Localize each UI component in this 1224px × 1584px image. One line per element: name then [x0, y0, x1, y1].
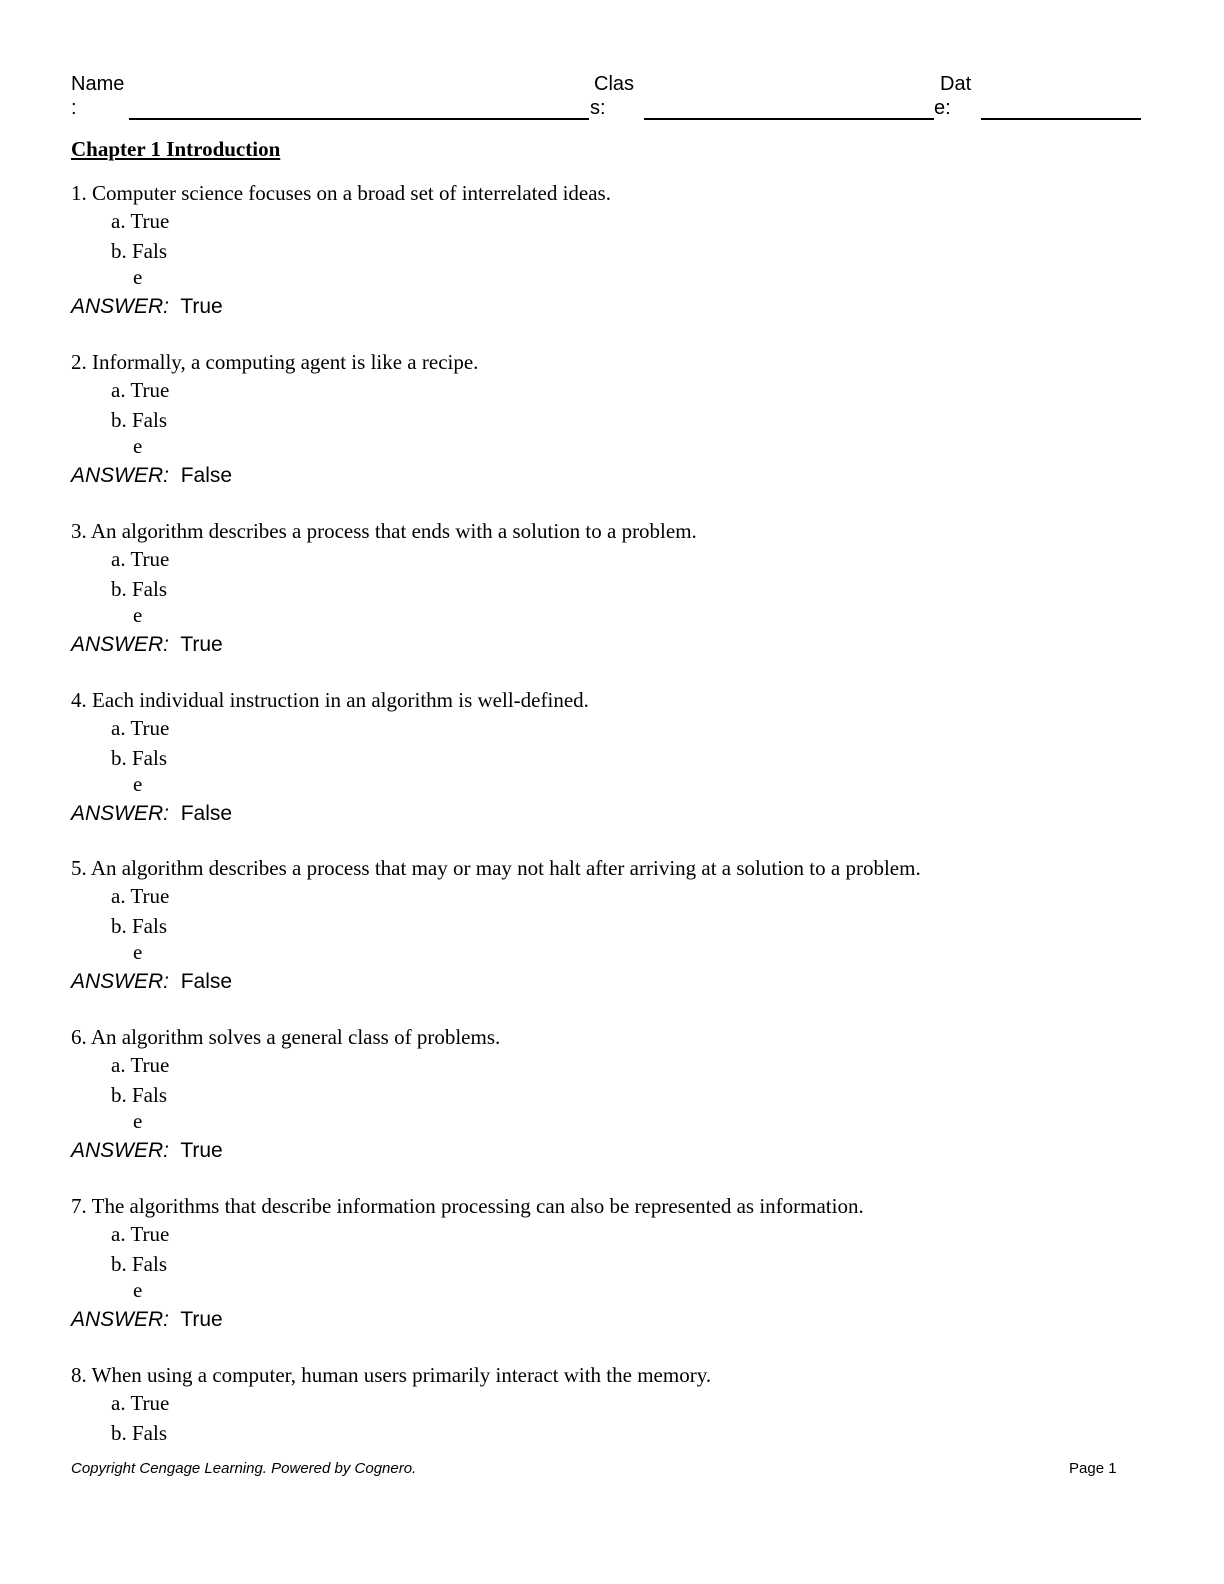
option-false-label: b. Fals — [111, 1252, 168, 1276]
question-item — [71, 349, 1171, 489]
date-label: Dat — [940, 73, 972, 95]
question-text: 1. Computer science focuses on a broad set of interrelated ideas. — [71, 181, 611, 205]
question-text: 8. When using a computer, human users primarily interact with the memory. — [71, 1363, 712, 1387]
option-false[interactable] — [71, 745, 1171, 796]
name-label: Name — [71, 73, 125, 95]
option-false-label-wrap: e — [133, 772, 143, 796]
answer-line — [71, 1138, 1171, 1164]
question-item — [71, 1362, 1171, 1450]
footer-copyright: Copyright Cengage Learning. Powered by Cognero. — [71, 1460, 417, 1477]
option-false-label-wrap: e — [133, 434, 143, 458]
option-false-label-wrap: e — [133, 603, 143, 627]
answer-line — [71, 294, 1171, 320]
option-false-label: b. Fals — [111, 408, 168, 432]
option-false-label-wrap: e — [133, 265, 143, 289]
option-false-label: b. Fals — [111, 239, 168, 263]
name-field[interactable] — [129, 118, 589, 120]
option-false-label: b. Fals — [111, 746, 168, 770]
option-true[interactable]: a. True — [111, 716, 170, 740]
answer-label: ANSWER: — [71, 633, 170, 656]
option-false-label-wrap: e — [133, 1109, 143, 1133]
question-text: 6. An algorithm solves a general class of problems. — [71, 1025, 501, 1049]
answer-value: False — [180, 970, 233, 993]
option-false-label: b. Fals — [111, 1083, 168, 1107]
question-item — [71, 1024, 1171, 1164]
question-item — [71, 180, 1171, 320]
date-label-suffix: e: — [934, 97, 951, 119]
class-label: Clas — [594, 73, 635, 95]
question-text: 2. Informally, a computing agent is like a recipe. — [71, 350, 479, 374]
option-false[interactable] — [71, 238, 1171, 289]
answer-label: ANSWER: — [71, 464, 170, 487]
name-label-colon: : — [71, 97, 77, 119]
date-field[interactable] — [981, 118, 1141, 120]
question-item — [71, 518, 1171, 658]
option-true[interactable]: a. True — [111, 884, 170, 908]
answer-line — [71, 801, 1171, 827]
question-item — [71, 1193, 1171, 1333]
option-true[interactable]: a. True — [111, 378, 170, 402]
answer-line — [71, 1307, 1171, 1333]
option-false-label: b. Fals — [111, 577, 168, 601]
question-item — [71, 687, 1171, 827]
answer-label: ANSWER: — [71, 1308, 170, 1331]
page-number: Page 1 — [1069, 1460, 1117, 1477]
option-true[interactable]: a. True — [111, 1222, 170, 1246]
chapter-title: Chapter 1 Introduction — [71, 137, 281, 161]
option-false[interactable] — [71, 1251, 1171, 1302]
option-true[interactable]: a. True — [111, 1053, 170, 1077]
option-false[interactable] — [71, 1082, 1171, 1133]
answer-label: ANSWER: — [71, 295, 170, 318]
answer-label: ANSWER: — [71, 1139, 170, 1162]
question-item — [71, 855, 1171, 995]
answer-value: False — [180, 464, 233, 487]
option-false-label-wrap: e — [133, 940, 143, 964]
option-false[interactable] — [71, 913, 1171, 964]
option-false[interactable] — [71, 1420, 1171, 1450]
question-text: 3. An algorithm describes a process that ends with a solution to a problem. — [71, 519, 697, 543]
question-text: 7. The algorithms that describe information processing can also be represented as information. — [71, 1194, 864, 1218]
option-true[interactable]: a. True — [111, 209, 170, 233]
option-false-label-wrap: e — [133, 1278, 143, 1302]
answer-value: False — [180, 802, 233, 825]
option-false[interactable] — [71, 407, 1171, 458]
class-field[interactable] — [644, 118, 934, 120]
answer-line — [71, 463, 1171, 489]
class-label-suffix: s: — [590, 97, 606, 119]
option-true[interactable]: a. True — [111, 1391, 170, 1415]
answer-value: True — [180, 295, 223, 318]
question-text: 5. An algorithm describes a process that may or may not halt after arriving at a solution to a problem. — [71, 856, 921, 880]
answer-line — [71, 969, 1171, 995]
option-false[interactable] — [71, 576, 1171, 627]
option-false-label: b. Fals — [111, 1421, 168, 1445]
option-true[interactable]: a. True — [111, 547, 170, 571]
option-false-label: b. Fals — [111, 914, 168, 938]
answer-label: ANSWER: — [71, 802, 170, 825]
answer-value: True — [180, 633, 223, 656]
answer-line — [71, 632, 1171, 658]
answer-label: ANSWER: — [71, 970, 170, 993]
answer-value: True — [180, 1308, 223, 1331]
question-text: 4. Each individual instruction in an algorithm is well-defined. — [71, 688, 589, 712]
answer-value: True — [180, 1139, 223, 1162]
